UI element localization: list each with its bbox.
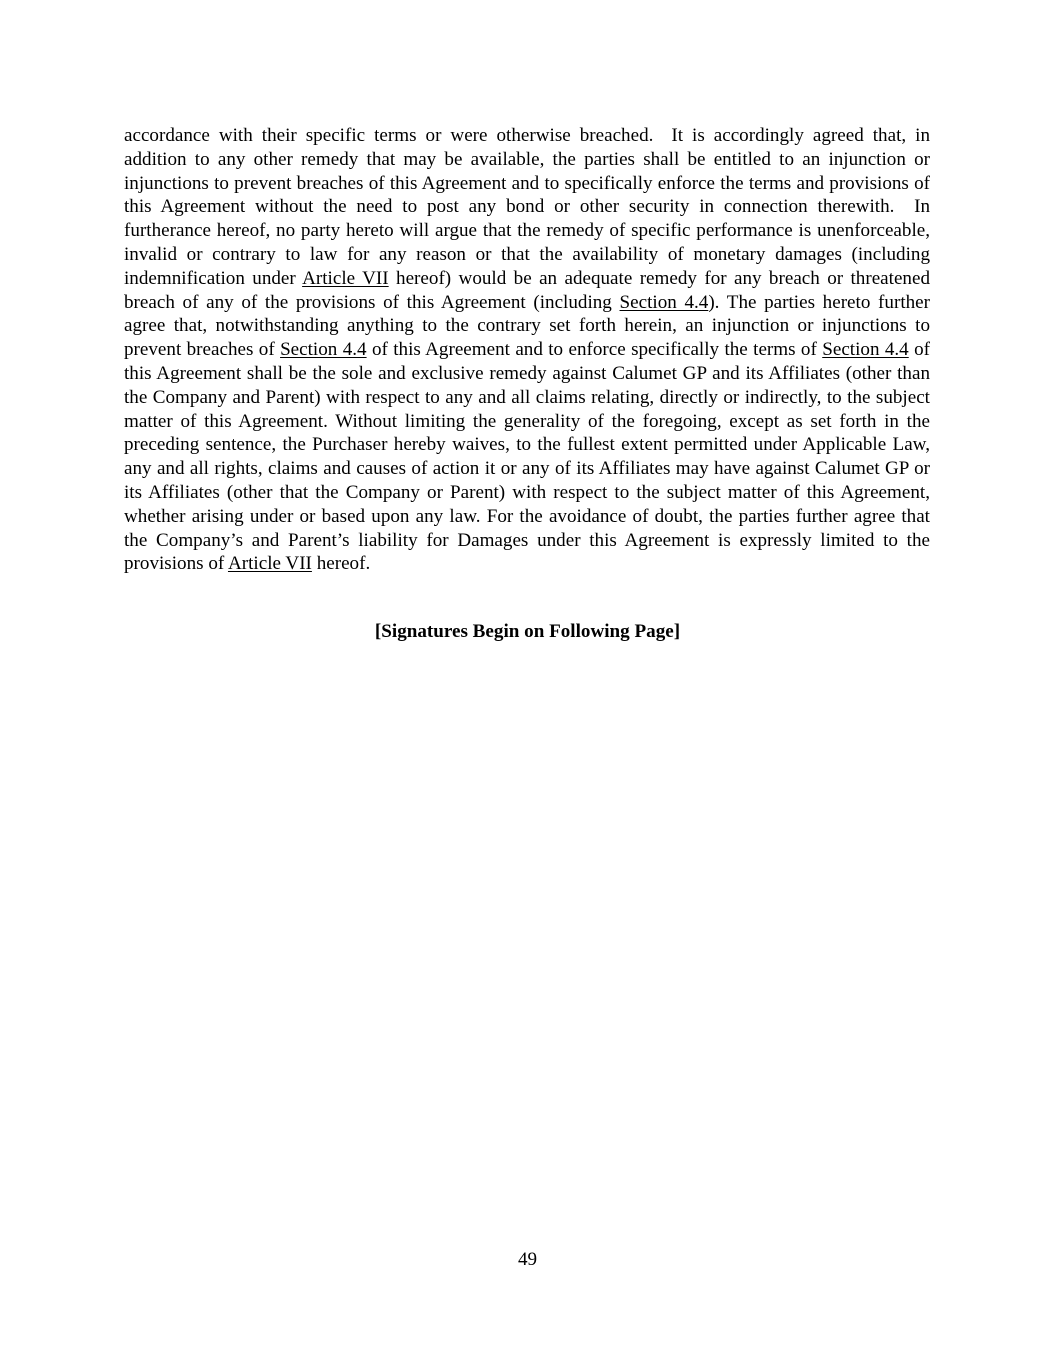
paragraph-text: hereof. — [311, 553, 371, 575]
signatures-notice: [Signatures Begin on Following Page] — [374, 621, 681, 642]
body-paragraph — [124, 124, 930, 576]
section-4-4-reference: Section 4.4 — [619, 291, 709, 313]
paragraph-text: hereof) would be an adequate remedy for any breach or threatened breach of any of the provisions of this Agreement (including — [124, 267, 930, 313]
paragraph-text: of this Agreement and to enforce specifically the terms of — [366, 339, 823, 361]
article-vii-reference: Article VII — [227, 553, 312, 575]
section-4-4-reference: Section 4.4 — [280, 339, 367, 361]
paragraph-text: of this Agreement shall be the sole and exclusive remedy against Calumet GP and its Affiliates (other than the Company and Parent) with respect to any and all claims relating, directly or indirectly, to the subject matter of this Agreement. Without limiting the generality of the foregoing, except as set forth in the preceding sentence, the Purchaser hereby waives, to the fullest extent permitted under Applicable Law, any and all rights, claims and causes of action it or any of its Affiliates may have against Calumet GP or its Affiliates (other that the Company or Parent) with respect to the subject matter of this Agreement, whether arising under or based upon any law. For the avoidance of doubt, the parties further agree that the Company’s and Parent’s liability for Damages under this Agreement is expressly limited to the provisions of — [124, 339, 931, 575]
page-number: 49 — [517, 1249, 538, 1270]
section-4-4-reference: Section 4.4 — [822, 339, 909, 361]
paragraph-text: ). The parties hereto further agree that, notwithstanding anything to the contrary set forth herein, an injunction or injunctions to prevent breaches of — [124, 291, 930, 361]
paragraph-text: accordance with their specific terms or were otherwise breached. It is accordingly agreed that, in addition to any other remedy that may be available, the parties shall be entitled to an injunction or injunctions to prevent breaches of this Agreement and to specifically enforce the terms and provisions of this Agreement without the need to post any bond or other security in connection therewith. In furtherance hereof, no party hereto will argue that the remedy of specific performance is unenforceable, invalid or contrary to law for any reason or that the availability of monetary damages (including indemnification under — [124, 125, 930, 289]
article-vii-reference: Article VII — [302, 267, 389, 289]
